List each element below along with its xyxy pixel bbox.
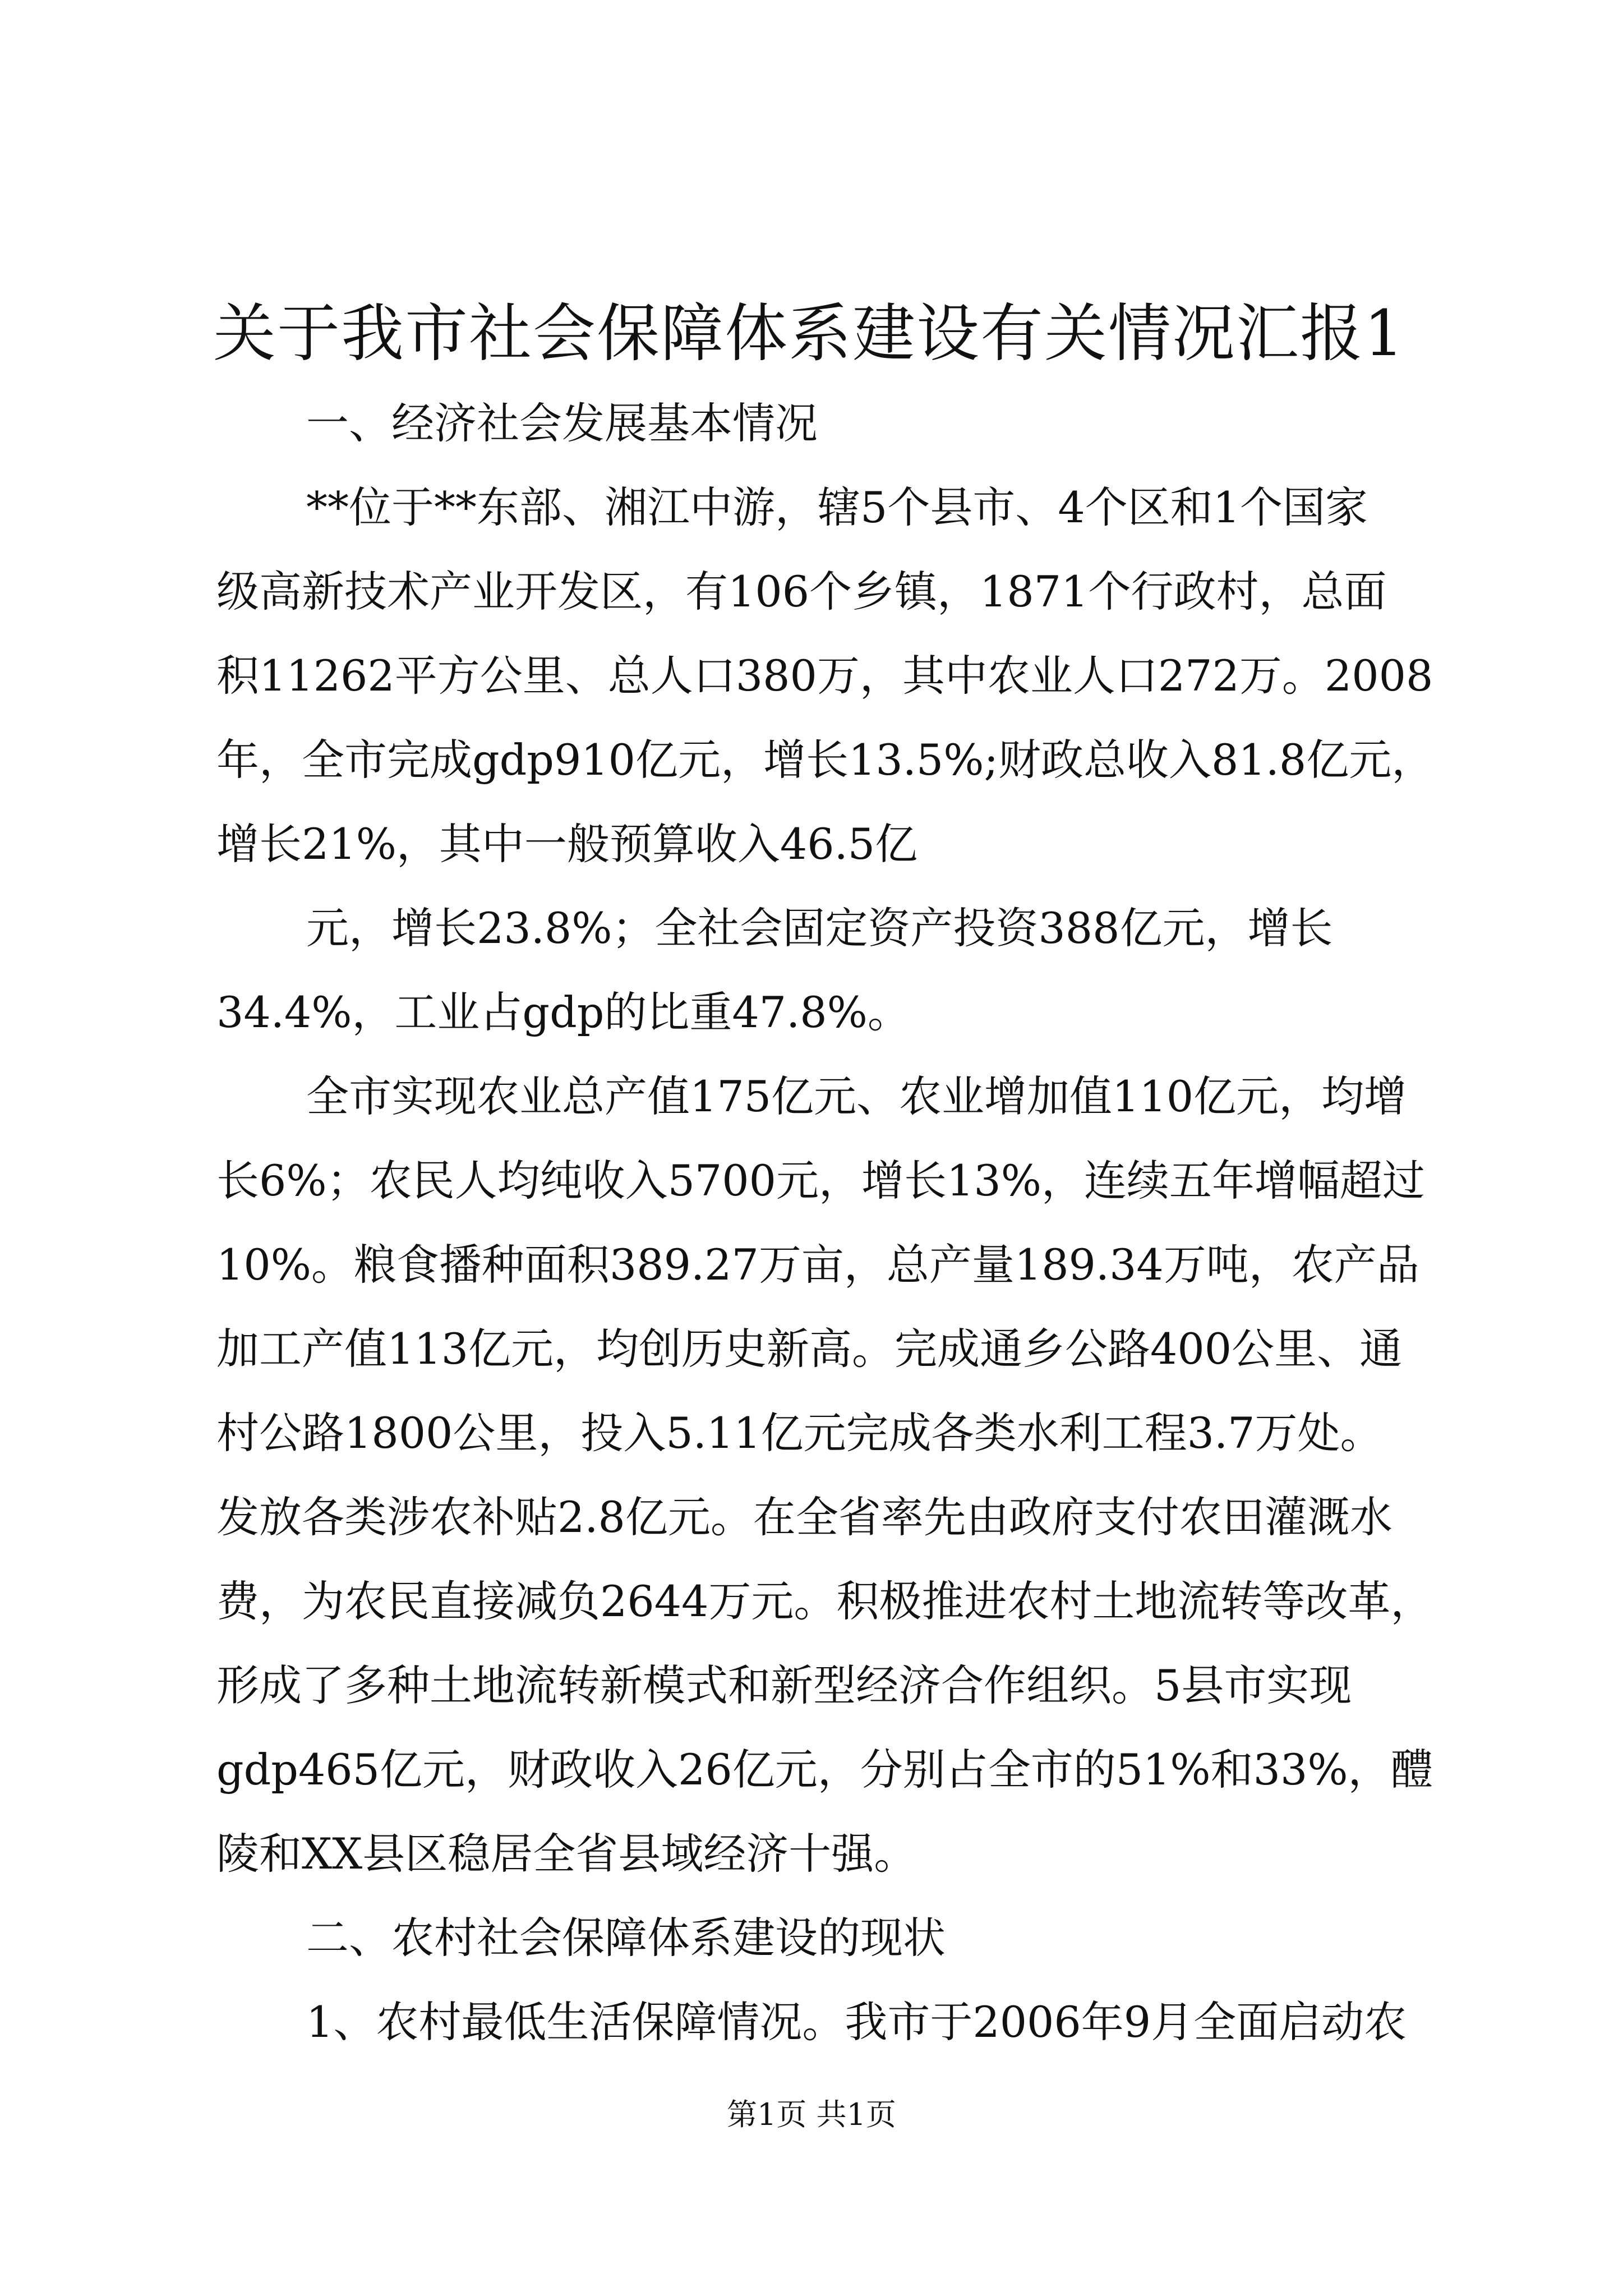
- section-heading: 二、农村社会保障体系建设的现状: [306, 1913, 946, 1963]
- paragraph-line: 陵和XX县区稳居全省县域经济十强。: [216, 1829, 917, 1879]
- paragraph-line: gdp465亿元，财政收入26亿元，分别占全市的51%和33%，醴: [216, 1745, 1433, 1795]
- paragraph-line: 形成了多种土地流转新模式和新型经济合作组织。5县市实现: [216, 1660, 1352, 1710]
- paragraph-line: 级高新技术产业开发区，有106个乡镇，1871个行政村，总面: [216, 567, 1387, 616]
- paragraph-line: 34.4%，工业占gdp的比重47.8%。: [216, 987, 910, 1037]
- paragraph-line: 10%。粮食播种面积389.27万亩，总产量189.34万吨，农产品: [216, 1240, 1419, 1290]
- document-title: 关于我市社会保障体系建设有关情况汇报1: [213, 297, 1405, 370]
- paragraph-line: 增长21%，其中一般预算收入46.5亿: [216, 819, 918, 869]
- document-body: [216, 381, 1435, 2064]
- paragraph-line: 村公路1800公里，投入5.11亿元完成各类水利工程3.7万处。: [216, 1408, 1383, 1458]
- paragraph-line: 年，全市完成gdp910亿元，增长13.5%;财政总收入81.8亿元，: [216, 735, 1435, 785]
- paragraph-line: 费，为农民直接减负2644万元。积极推进农村土地流转等改革，: [216, 1576, 1433, 1626]
- paragraph-line: 元，增长23.8%；全社会固定资产投资388亿元，增长: [306, 903, 1333, 953]
- paragraph-line: 长6%；农民人均纯收入5700元，增长13%，连续五年增幅超过: [216, 1156, 1425, 1205]
- paragraph-line: 积11262平方公里、总人口380万，其中农业人口272万。2008: [216, 651, 1433, 701]
- paragraph-line: 1、农村最低生活保障情况。我市于2006年9月全面启动农: [306, 1997, 1407, 2047]
- paragraph-line: 发放各类涉农补贴2.8亿元。在全省率先由政府支付农田灌溉水: [216, 1492, 1393, 1542]
- section-heading: 一、经济社会发展基本情况: [306, 398, 818, 448]
- page-footer: 第1页 共1页: [727, 2097, 896, 2132]
- paragraph-line: **位于**东部、湘江中游，辖5个县市、4个区和1个国家: [306, 482, 1368, 532]
- paragraph-line: 加工产值113亿元，均创历史新高。完成通乡公路400公里、通: [216, 1324, 1403, 1374]
- paragraph-line: 全市实现农业总产值175亿元、农业增加值110亿元，均增: [306, 1071, 1407, 1121]
